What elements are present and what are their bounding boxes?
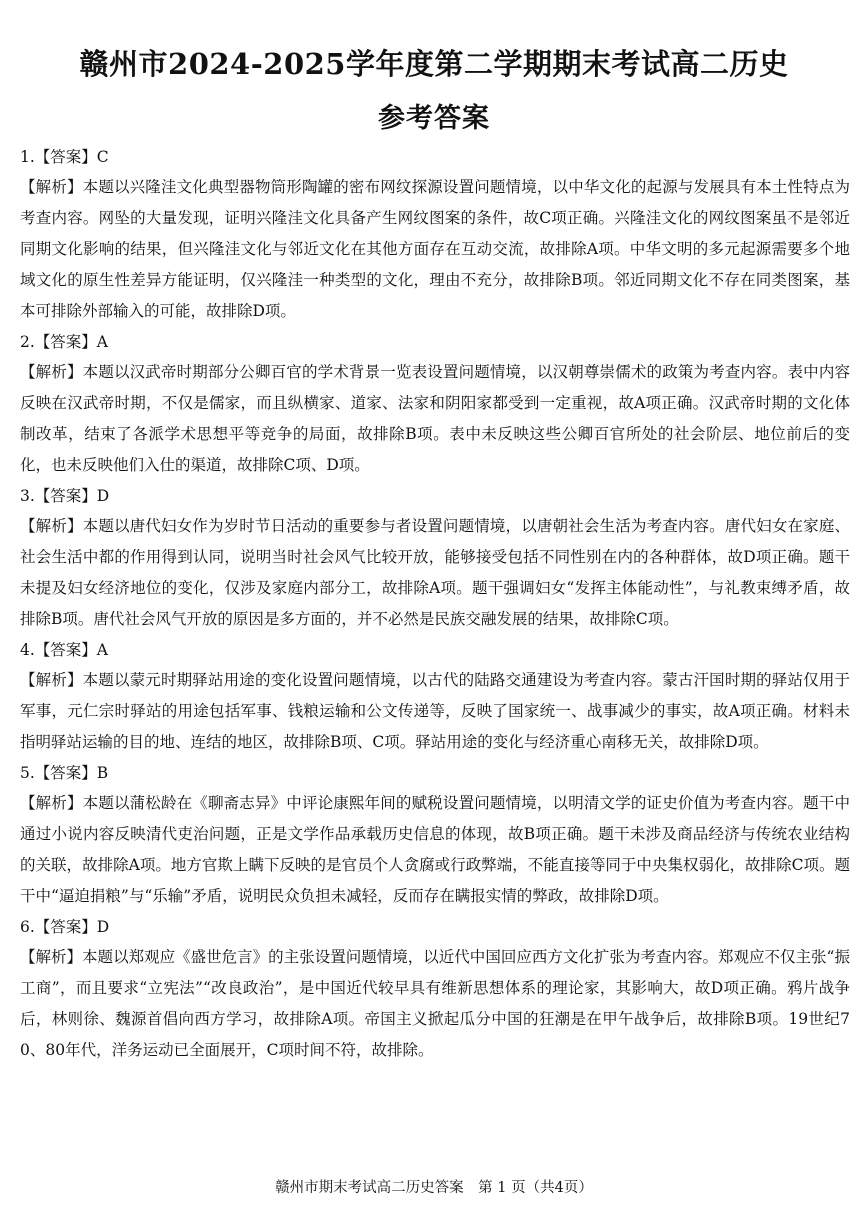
explanation: 【解析】本题以唐代妇女作为岁时节日活动的重要参与者设置问题情境，以唐朝社会生活为考查内容。唐代妇女在家庭、社会生活中都的作用得到认同，说明当时社会风气比较开放，能够接受包括不同性别在内的各种群体，故D项正确。题干未提及妇女经济地位的变化，仅涉及家庭内部分工，故排除A项。题干强调妇女“发挥主体能动性”，与礼教束缚矛盾，故排除B项。唐代社会风气开放的原因是多方面的，并不必然是民族交融发展的结果，故排除C项。 bbox=[20, 517, 850, 628]
question-1 bbox=[20, 142, 850, 327]
question-5 bbox=[20, 758, 850, 912]
answer-line: 6.【答案】D bbox=[20, 918, 110, 936]
question-2 bbox=[20, 327, 850, 481]
answer-line: 1.【答案】C bbox=[20, 148, 109, 166]
answer-list bbox=[20, 142, 850, 1066]
explanation: 【解析】本题以兴隆洼文化典型器物筒形陶罐的密布网纹探源设置问题情境，以中华文化的起源与发展具有本土性特点为考查内容。网坠的大量发现，证明兴隆洼文化具备产生网纹图案的条件，故C项正确。兴隆洼文化的网纹图案虽不是邻近同期文化影响的结果，但兴隆洼文化与邻近文化在其他方面存在互动交流，故排除A项。中华文明的多元起源需要多个地域文化的原生性差异方能证明，仅兴隆洼一种类型的文化，理由不充分，故排除B项。邻近同期文化不存在同类图案，基本可排除外部输入的可能，故排除D项。 bbox=[20, 178, 850, 320]
answer-line: 2.【答案】A bbox=[20, 333, 108, 351]
answer-line: 3.【答案】D bbox=[20, 487, 110, 505]
explanation: 【解析】本题以蒙元时期驿站用途的变化设置问题情境，以古代的陆路交通建设为考查内容。蒙古汗国时期的驿站仅用于军事，元仁宗时驿站的用途包括军事、钱粮运输和公文传递等，反映了国家统一、战事减少的事实，故A项正确。材料未指明驿站运输的目的地、连结的地区，故排除B项、C项。驿站用途的变化与经济重心南移无关，故排除D项。 bbox=[20, 671, 850, 751]
explanation: 【解析】本题以汉武帝时期部分公卿百官的学术背景一览表设置问题情境，以汉朝尊崇儒术的政策为考查内容。表中内容反映在汉武帝时期，不仅是儒家，而且纵横家、道家、法家和阴阳家都受到一定重视，故A项正确。汉武帝时期的文化体制改革，结束了各派学术思想平等竞争的局面，故排除B项。表中未反映这些公卿百官所处的社会阶层、地位前后的变化，也未反映他们入仕的渠道，故排除C项、D项。 bbox=[20, 363, 850, 474]
question-3 bbox=[20, 481, 850, 635]
answer-line: 4.【答案】A bbox=[20, 641, 108, 659]
answer-line: 5.【答案】B bbox=[20, 764, 109, 782]
document-subtitle: 参考答案 bbox=[378, 103, 490, 134]
document-title: 赣州市2024-2025学年度第二学期期末考试高二历史 bbox=[79, 47, 789, 81]
page-footer: 赣州市期末考试高二历史答案 第 1 页（共4页） bbox=[275, 1180, 593, 1196]
question-6 bbox=[20, 912, 850, 1066]
question-4 bbox=[20, 635, 850, 758]
explanation: 【解析】本题以郑观应《盛世危言》的主张设置问题情境，以近代中国回应西方文化扩张为考查内容。郑观应不仅主张“振工商”，而且要求“立宪法”“改良政治”，是中国近代较早具有维新思想体系的理论家，其影响大，故D项正确。鸦片战争后，林则徐、魏源首倡向西方学习，故排除A项。帝国主义掀起瓜分中国的狂潮是在甲午战争后，故排除B项。19世纪70、80年代，洋务运动已全面展开，C项时间不符，故排除。 bbox=[20, 948, 850, 1059]
explanation: 【解析】本题以蒲松龄在《聊斋志异》中评论康熙年间的赋税设置问题情境，以明清文学的证史价值为考查内容。题干中通过小说内容反映清代吏治问题，正是文学作品承载历史信息的体现，故B项正确。题干未涉及商品经济与传统农业结构的关联，故排除A项。地方官欺上瞒下反映的是官员个人贪腐或行政弊端，不能直接等同于中央集权弱化，故排除C项。题干中“逼迫捐粮”与“乐输”矛盾，说明民众负担未减轻，反而存在瞒报实情的弊政，故排除D项。 bbox=[20, 794, 850, 905]
